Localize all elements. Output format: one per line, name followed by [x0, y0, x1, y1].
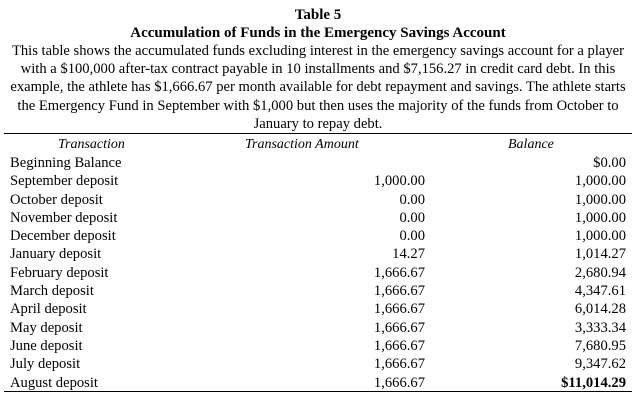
transaction-cell: July deposit	[10, 356, 81, 373]
table-row	[0, 282, 636, 300]
balance-cell: 1,014.27	[574, 246, 626, 263]
table-row-final	[0, 374, 636, 392]
amount-cell: 1,666.67	[373, 374, 425, 391]
table-row	[0, 300, 636, 318]
balance-cell: 1,000.00	[574, 173, 626, 190]
table-row	[0, 172, 636, 190]
transaction-cell: August deposit	[10, 374, 98, 391]
table-row	[0, 355, 636, 373]
column-header-amount: Transaction Amount	[245, 137, 359, 152]
transaction-cell: Beginning Balance	[10, 155, 122, 171]
amount-cell: 1,666.67	[373, 319, 425, 336]
amount-cell: 0.00	[399, 209, 425, 226]
table-row	[0, 337, 636, 355]
transaction-cell: February deposit	[10, 264, 109, 281]
table-body	[0, 154, 636, 392]
table-top-rule	[4, 133, 632, 134]
balance-cell: 3,333.34	[574, 319, 626, 336]
table-row	[0, 191, 636, 209]
balance-cell: 4,347.61	[574, 283, 626, 300]
balance-cell: 1,000.00	[574, 209, 626, 226]
amount-cell: 1,666.67	[373, 283, 425, 300]
amount-cell: 0.00	[399, 191, 425, 208]
balance-cell: 2,680.94	[574, 264, 626, 281]
amount-cell: 1,666.67	[373, 337, 425, 354]
amount-cell: 14.27	[392, 246, 425, 263]
table-row	[0, 209, 636, 227]
amount-cell: 1,000.00	[373, 173, 425, 190]
table-row	[0, 264, 636, 282]
table-number: Table 5	[294, 7, 342, 23]
balance-cell: 7,680.95	[574, 337, 626, 354]
column-header-transaction: Transaction	[58, 137, 125, 152]
table-bottom-rule	[4, 391, 632, 392]
ending-balance-cell: $11,014.29	[561, 374, 626, 391]
balance-cell: 1,000.00	[574, 228, 626, 245]
balance-cell: 9,347.62	[574, 356, 626, 373]
table-row	[0, 227, 636, 245]
amount-cell: 1,666.67	[373, 264, 425, 281]
transaction-cell: December deposit	[10, 228, 116, 245]
column-header-balance: Balance	[508, 137, 554, 152]
transaction-cell: October deposit	[10, 191, 103, 208]
table-caption: This table shows the accumulated funds excluding interest in the emergency savings account for a player with a $100,000 after-tax contract payable in 10 installments and $7,156.27 in credit card debt. In this example, the athlete has $1,666.67 per month available for debt repayment and savings. The athlete starts the Emergency Fund in September with $1,000 but then uses the majority of the funds from October to January to repay debt.	[10, 43, 626, 132]
transaction-cell: May deposit	[10, 319, 83, 336]
table-row	[0, 319, 636, 337]
transaction-cell: March deposit	[10, 283, 94, 300]
table-row	[0, 245, 636, 263]
amount-cell: 1,666.67	[373, 301, 425, 318]
transaction-cell: November deposit	[10, 209, 118, 226]
transaction-cell: January deposit	[10, 246, 102, 263]
transaction-cell: June deposit	[10, 337, 83, 354]
table-row	[0, 154, 636, 172]
balance-cell: 6,014.28	[574, 301, 626, 318]
balance-cell: $0.00	[593, 155, 626, 171]
amount-cell: 0.00	[399, 228, 425, 245]
table-title: Accumulation of Funds in the Emergency Savings Account	[130, 25, 506, 41]
transaction-cell: April deposit	[10, 301, 87, 318]
balance-cell: 1,000.00	[574, 191, 626, 208]
amount-cell: 1,666.67	[373, 356, 425, 373]
transaction-cell: September deposit	[10, 173, 119, 190]
